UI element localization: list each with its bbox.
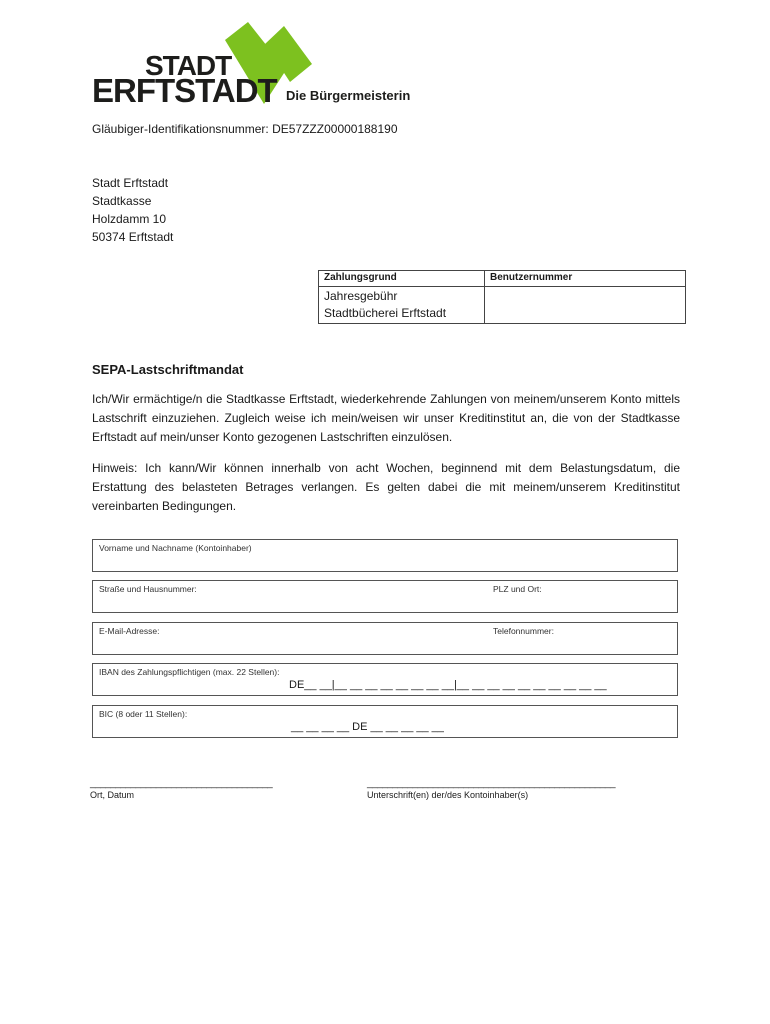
address-line: 50374 Erftstadt (92, 230, 174, 244)
logo-subtitle: Die Bürgermeisterin (286, 88, 411, 103)
creditor-id: Gläubiger-Identifikationsnummer: DE57ZZZ00000188190 (92, 122, 398, 136)
user-number-field[interactable] (485, 287, 686, 324)
phone-label: Telefonnummer: (493, 626, 554, 636)
payment-reason-line1: Jahresgebühr (324, 289, 398, 303)
refund-notice-text: Hinweis: Ich kann/Wir können innerhalb von acht Wochen, beginnend mit dem Belastungsdatum, die Erstattung des belasteten Betrages verlangen. Es gelten dabei die mit meinem/unserem Kreditinstitut vereinbarten Bedingungen. (92, 461, 680, 513)
street-zip-field[interactable] (92, 580, 678, 613)
email-phone-field[interactable] (92, 622, 678, 655)
mandate-title: SEPA-Lastschriftmandat (92, 362, 244, 377)
logo-line-stadt: STADT (145, 50, 232, 81)
logo-line-erftstadt: ERFTSTADT (92, 72, 277, 109)
signature-line[interactable]: _________________________________________________ (367, 778, 616, 789)
bic-label: BIC (8 oder 11 Stellen): (99, 709, 188, 719)
bic-field[interactable] (92, 705, 678, 738)
payment-reason-header: Zahlungsgrund (319, 271, 485, 287)
recipient-address (92, 174, 173, 246)
payment-reason-value (319, 287, 485, 324)
authorization-text: Ich/Wir ermächtige/n die Stadtkasse Erftstadt, wiederkehrende Zahlungen von meinem/unserem Konto mittels Lastschrift einzuziehen. Zugleich weise ich mein/weisen wir unser Kreditinstitut an, die von der Stadtkasse Erftstadt auf mein/unser Konto gezogenen Lastschriften einzulösen. (92, 392, 680, 444)
place-date-label: Ort, Datum (90, 790, 135, 800)
bic-mask: __ __ __ __ DE __ __ __ __ __ (291, 721, 444, 733)
account-holder-name-field[interactable] (92, 539, 678, 572)
address-line: Stadtkasse (92, 194, 152, 208)
street-label: Straße und Hausnummer: (99, 584, 197, 594)
address-line: Holzdamm 10 (92, 212, 167, 226)
iban-mask: DE__ __|__ __ __ __ __ __ __ __|__ __ __ __ __ __ __ __ __ __ (289, 679, 607, 691)
address-line: Stadt Erftstadt (92, 176, 169, 190)
account-holder-name-label: Vorname und Nachname (Kontoinhaber) (99, 543, 252, 553)
zip-city-label: PLZ und Ort: (493, 584, 542, 594)
iban-field[interactable] (92, 663, 678, 696)
payment-reason-line2: Stadtbücherei Erftstadt (324, 306, 447, 320)
user-number-header: Benutzernummer (485, 271, 686, 287)
email-label: E-Mail-Adresse: (99, 626, 160, 636)
place-date-line[interactable]: ____________________________________ (90, 778, 273, 789)
payment-reason-table (318, 270, 686, 324)
signature-label: Unterschrift(en) der/des Kontoinhaber(s) (367, 790, 529, 800)
iban-label: IBAN des Zahlungspflichtigen (max. 22 Stellen): (99, 667, 280, 677)
erftstadt-logo (90, 20, 430, 110)
